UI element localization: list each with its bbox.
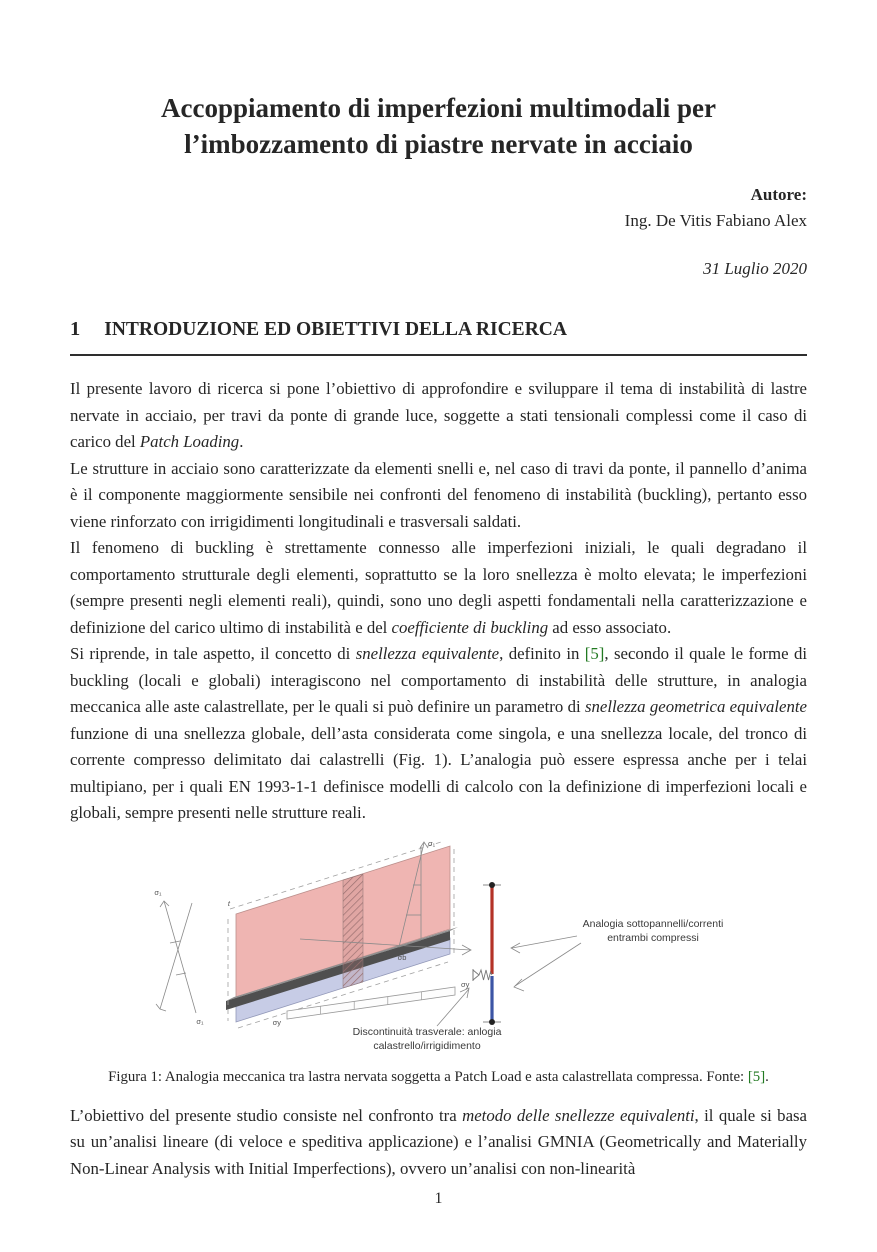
italic-text: Patch Loading [139, 432, 240, 451]
annotation-right-line2: entrambi compressi [607, 931, 699, 944]
stress-diagram-left [156, 901, 196, 1013]
body-text-run: . [765, 1068, 769, 1085]
annotation-bottom-line1: Discontinuità trasverale: anlogia [352, 1025, 502, 1038]
thickness-label: t [227, 898, 230, 908]
body-text-run: , secondo il quale le forme di buckling (locali e globali) interagiscono nel comportamento di instabilità delle strutture, in analogia meccanica alle aste calastrellate, per le quali si può definire un parametro di [70, 644, 807, 716]
italic-text: snellezza geometrica equivalente [584, 697, 808, 716]
citation-link[interactable]: [5] [747, 1068, 766, 1085]
figure-1-drawing [140, 835, 760, 1060]
figure-caption [70, 1067, 807, 1087]
figure-1 [140, 835, 760, 1065]
paper-title-line2: l’imbozzamento di piastre nervate in acciaio [184, 129, 693, 159]
sigma-bar-left-label: σy [272, 1017, 281, 1027]
body-text-run: , il quale si basa su un’analisi lineare (di veloce e speditiva applicazione) e l’analisi GMNIA (Geometrically and Materially Non-Linear Analysis with Initial Imperfections), ovvero un’analisi con non-linearità [70, 1105, 808, 1178]
body-text-run: Figura 1: Analogia meccanica tra lastra nervata soggetta a Patch Load e asta calastrellata compressa. Fonte: [108, 1068, 748, 1085]
body-paragraph [70, 1103, 807, 1183]
paper-date: 31 Luglio 2020 [703, 259, 807, 278]
sigma-right-top-label: σ₁ [428, 838, 436, 848]
author-name: Ing. De Vitis Fabiano Alex [624, 211, 807, 230]
body-text-run: , definito in [499, 644, 585, 663]
section-number: 1 [70, 318, 81, 340]
strut-top-hinge [489, 882, 495, 888]
body-text-run: . [239, 432, 244, 451]
sigma-right-bottom-label: σb [397, 952, 407, 962]
body-text-run: Il fenomeno di buckling è strettamente connesso alle imperfezioni iniziali, le quali degradano il comportamento strutturale degli elementi, soprattutto se la loro snellezza è molto elevata; le imperfezioni (sempre presenti negli elementi reali), quindi, sono uno degli aspetti fondamentali nella caratterizzazione e definizione del carico ultimo di instabilità e del [70, 538, 807, 637]
body-text-run: Le strutture in acciaio sono caratterizzate da elementi snelli e, nel caso di travi da ponte, il pannello d’anima è il componente maggiormente sensibile nei confronti del fenomeno di instabilità (buckling), pertanto esso viene rinforzato con irrigidimenti longitudinali e trasversali saldati. [70, 458, 807, 531]
sigma-left-top-label: σ₁ [154, 887, 162, 897]
body-text-run: Il presente lavoro di ricerca si pone l’obiettivo di approfondire e sviluppare il tema di instabilità di lastre nervate in acciaio, per travi da ponte di grande luce, soggette a stati tensionali complessi come il caso di carico del [70, 379, 807, 451]
body-text-run: L’obiettivo del presente studio consiste nel confronto tra [70, 1105, 463, 1125]
sigma-left-bottom-label: σ₁ [196, 1016, 204, 1026]
paper-title-line1: Accoppiamento di imperfezioni multimodali per [161, 93, 716, 123]
annotation-bottom-line2: calastrello/irrigidimento [373, 1039, 481, 1052]
body-paragraphs-after [70, 1103, 807, 1183]
italic-text: snellezza equivalente [355, 644, 500, 663]
equivalent-strut [473, 882, 501, 1025]
body-text-run: ad esso associato. [548, 617, 672, 637]
annotation-right-arrows [511, 936, 581, 991]
annotation-right-line1: Analogia sottopannelli/correnti [582, 917, 724, 930]
spring-icon [473, 969, 492, 981]
citation-link[interactable]: [5] [584, 644, 605, 663]
transverse-stiffener-strip [343, 874, 363, 988]
strut-bottom-hinge [489, 1019, 495, 1025]
section-title: INTRODUZIONE ED OBIETTIVI DELLA RICERCA [104, 319, 567, 340]
section-heading [70, 318, 807, 356]
italic-text: metodo delle snellezze equivalenti [462, 1105, 695, 1125]
body-paragraphs [70, 376, 807, 827]
body-paragraph [70, 456, 807, 536]
body-paragraph [70, 535, 807, 641]
body-paragraph [70, 641, 807, 827]
page-number: 1 [434, 1190, 443, 1207]
paper-title [70, 90, 807, 162]
stiffened-plate [226, 838, 458, 1028]
italic-text: coefficiente di buckling [391, 617, 549, 637]
body-paragraph [70, 376, 807, 456]
sigma-bar-right-label: σy [461, 979, 470, 989]
author-block [70, 182, 807, 234]
body-text-run: funzione di una snellezza globale, dell’asta considerata come singola, e una snellezza locale, del tronco di corrente compresso delimitato dai calastrelli (Fig. 1). L’analogia può essere espressa anche per i telai multipiano, per i quali EN 1993-1-1 definisce modelli di calcolo con la definizione di imperfezioni locali e globali, sempre presenti nelle strutture reali. [70, 723, 807, 822]
body-text-run: Si riprende, in tale aspetto, il concetto di [70, 644, 356, 663]
author-label: Autore: [750, 185, 807, 204]
